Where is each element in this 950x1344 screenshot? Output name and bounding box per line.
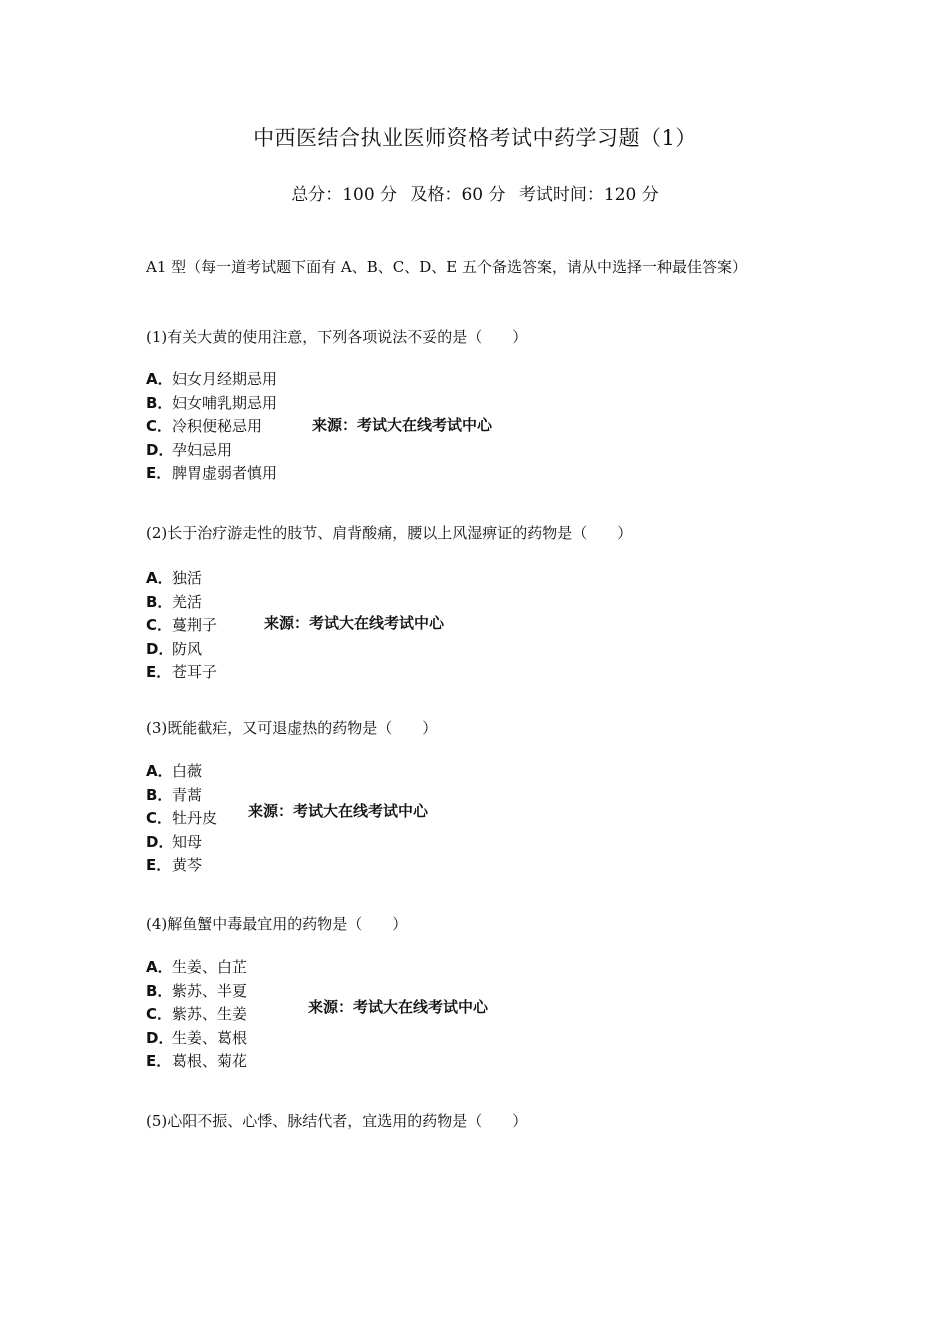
option-text: 妇女月经期忌用	[172, 370, 278, 388]
option-list	[146, 956, 247, 1074]
option-letter: B．	[146, 592, 173, 611]
option-item	[146, 614, 217, 638]
option-item	[146, 807, 217, 831]
question-stem: (1)有关大黄的使用注意，下列各项说法不妥的是（ ）	[146, 328, 528, 346]
option-text: 脾胃虚弱者慎用	[172, 464, 278, 482]
option-text: 生姜、白芷	[172, 958, 248, 976]
option-item	[146, 368, 277, 392]
option-item	[146, 1027, 247, 1051]
option-item	[146, 661, 217, 685]
option-letter: C．	[146, 417, 173, 435]
option-letter: E．	[146, 663, 172, 681]
option-letter: A．	[146, 958, 173, 976]
option-text: 牡丹皮	[172, 809, 218, 827]
option-letter: D．	[146, 832, 174, 851]
total-score: 总分：100 分	[291, 185, 398, 205]
option-item	[146, 567, 217, 591]
option-letter: A．	[146, 569, 173, 587]
question-stem: (3)既能截疟，又可退虚热的药物是（ ）	[146, 719, 438, 737]
option-letter: C．	[146, 1005, 173, 1023]
option-text: 紫苏、生姜	[172, 1005, 248, 1023]
option-item	[146, 439, 277, 463]
option-letter: E．	[146, 464, 172, 482]
option-letter: D．	[146, 440, 174, 459]
section-heading: A1 型（每一道考试题下面有 A、B、C、D、E 五个备选答案，请从中选择一种最佳答案）	[146, 258, 747, 276]
question-stem: (4)解鱼蟹中毒最宜用的药物是（ ）	[146, 915, 408, 933]
question-stem: (5)心阳不振、心悸、脉结代者，宜选用的药物是（ ）	[146, 1112, 528, 1130]
option-item	[146, 1003, 247, 1027]
option-item	[146, 980, 247, 1004]
option-text: 防风	[172, 639, 203, 658]
option-list	[146, 567, 217, 685]
option-letter: A．	[146, 370, 173, 388]
source-label: 来源：考试大在线考试中心	[264, 614, 445, 632]
option-text: 紫苏、半夏	[172, 981, 248, 1000]
option-item	[146, 392, 277, 416]
pass-score: 及格：60 分	[410, 185, 506, 205]
source-label: 来源：考试大在线考试中心	[312, 416, 493, 434]
option-letter: E．	[146, 1052, 172, 1070]
option-item	[146, 854, 217, 878]
option-letter: B．	[146, 981, 173, 1000]
option-item	[146, 760, 217, 784]
option-text: 知母	[172, 832, 203, 851]
option-text: 冷积便秘忌用	[172, 417, 263, 435]
question-stem: (2)长于治疗游走性的肢节、肩背酸痛，腰以上风湿痹证的药物是（ ）	[146, 524, 633, 542]
option-letter: B．	[146, 393, 173, 412]
option-item	[146, 415, 277, 439]
exam-time: 考试时间：120 分	[518, 185, 659, 205]
option-text: 羌活	[172, 592, 203, 611]
option-letter: D．	[146, 639, 174, 658]
exam-meta	[0, 180, 950, 205]
option-letter: B．	[146, 785, 173, 804]
option-text: 妇女哺乳期忌用	[172, 393, 278, 412]
page-title: 中西医结合执业医师资格考试中药学习题（1）	[253, 126, 697, 150]
option-text: 苍耳子	[172, 663, 218, 681]
option-item	[146, 638, 217, 662]
option-letter: D．	[146, 1028, 174, 1047]
option-item	[146, 462, 277, 486]
source-label: 来源：考试大在线考试中心	[248, 802, 429, 820]
option-item	[146, 591, 217, 615]
option-letter: A．	[146, 762, 173, 780]
option-letter: C．	[146, 616, 173, 634]
option-list	[146, 760, 217, 878]
option-text: 独活	[172, 569, 203, 587]
option-letter: E．	[146, 856, 172, 874]
option-item	[146, 956, 247, 980]
option-text: 白薇	[172, 762, 203, 780]
option-item	[146, 831, 217, 855]
option-text: 孕妇忌用	[172, 440, 233, 459]
option-text: 黄芩	[172, 856, 203, 874]
source-label: 来源：考试大在线考试中心	[308, 998, 489, 1016]
option-text: 生姜、葛根	[172, 1028, 248, 1047]
option-text: 蔓荆子	[172, 616, 218, 634]
option-text: 葛根、菊花	[172, 1052, 248, 1070]
option-letter: C．	[146, 809, 173, 827]
option-text: 青蒿	[172, 785, 203, 804]
option-list	[146, 368, 277, 486]
option-item	[146, 1050, 247, 1074]
option-item	[146, 784, 217, 808]
